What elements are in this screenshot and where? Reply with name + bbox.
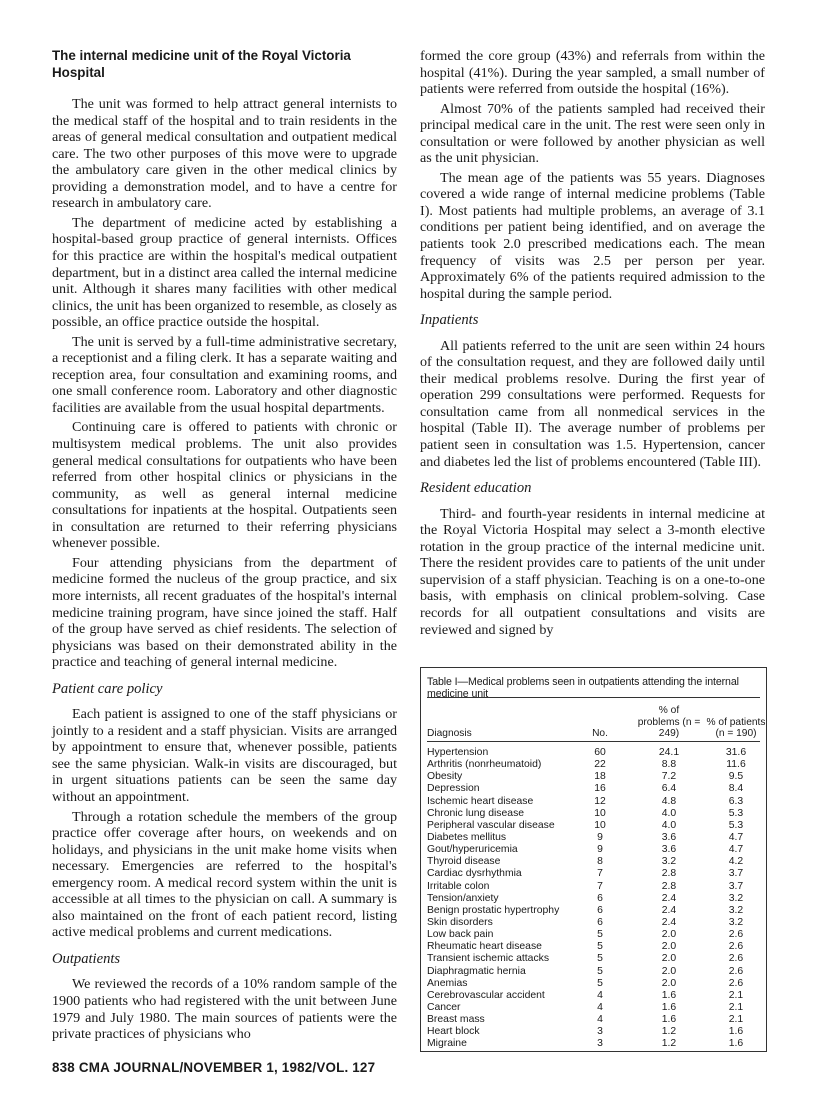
right-paragraphs-1: [420, 48, 765, 302]
table-row: [427, 1038, 760, 1050]
cell-diagnosis: Tension/anxiety: [427, 892, 499, 904]
cell-number: 4: [597, 989, 603, 1001]
cell-percent-patients: 11.6: [726, 759, 746, 771]
cell-diagnosis: Low back pain: [427, 929, 494, 941]
header-number: No.: [592, 727, 608, 739]
cell-diagnosis: Hypertension: [427, 747, 489, 758]
cell-percent-patients: 6.3: [728, 795, 744, 807]
cell-diagnosis: Chronic lung disease: [427, 807, 525, 819]
cell-number: 6: [597, 904, 603, 916]
cell-percent-problems: 2.4: [661, 916, 677, 928]
paragraph: The unit is served by a full-time administrative secretary, a receptionist and a filing clerk. It has a separate waiting and reception area, four consultation and examining rooms, and one small conference room. Laboratory and other diagnostic facilities are available from the usual hospital departments.: [52, 333, 397, 416]
subheading-patient-care-policy: Patient care policy: [52, 680, 163, 697]
cell-diagnosis: Arthritis (nonrheumatoid): [427, 759, 542, 771]
cell-number: 6: [597, 892, 603, 904]
table-row: [427, 783, 760, 795]
cell-percent-problems: 3.2: [661, 856, 677, 868]
table-row: [427, 881, 760, 893]
cell-number: 12: [594, 795, 606, 807]
cell-diagnosis: Rheumatic heart disease: [427, 941, 542, 953]
cell-number: 3: [597, 1026, 603, 1038]
paragraph: formed the core group (43%) and referrals from within the hospital (41%). During the year sampled, a small number of patients were referred from outside the hospital (16%).: [420, 48, 765, 98]
cell-number: 8: [597, 856, 603, 868]
cell-number: 7: [597, 868, 603, 880]
cell-percent-problems: 2.8: [661, 880, 677, 892]
cell-number: 5: [597, 953, 603, 965]
paragraph: Almost 70% of the patients sampled had received their principal medical care in the unit. The rest were seen only in consultation or were followed by another physician as well as the unit physician.: [420, 100, 765, 167]
table-row: [427, 808, 760, 820]
cell-number: 5: [597, 941, 603, 953]
cell-percent-patients: 2.1: [728, 1014, 744, 1026]
left-column: [52, 48, 397, 1043]
paragraph: The mean age of the patients was 55 years. Diagnoses covered a wide range of internal medicine problems (Table I). Most patients had multiple problems, an average of 3.1 conditions per patient being identified, and on average the patients took 2.0 prescribed medications each. The mean frequency of visits was 2.5 per person per year. Approximately 6% of the patients required admission to the hospital during the sample period.: [420, 169, 765, 302]
table-title: Table I—Medical problems seen in outpatients attending the internal medicine unit: [427, 676, 739, 700]
table-row: [427, 856, 760, 868]
cell-number: 4: [597, 1014, 603, 1026]
table-header: [427, 703, 766, 739]
cell-number: 10: [594, 819, 606, 831]
paragraph: Through a rotation schedule the members of the group practice offer coverage after hours, on weekends and on holidays, and physicians in the unit make home visits when necessary. Emergencies are referred to the hospital's emergency room. A medical record system within the unit is accessible at all times to the physician on call. A summary is also maintained on the front of each patient record, listing active medical problems and current medications.: [52, 808, 397, 941]
cell-number: 9: [597, 831, 603, 843]
cell-percent-patients: 2.1: [728, 989, 744, 1001]
cell-number: 60: [594, 747, 606, 758]
cell-number: 10: [594, 807, 606, 819]
cell-percent-patients: 4.7: [728, 831, 744, 843]
cell-diagnosis: Diabetes mellitus: [427, 831, 507, 843]
cell-percent-problems: 1.2: [661, 1038, 677, 1050]
cell-diagnosis: Diaphragmatic hernia: [427, 965, 526, 977]
cell-percent-patients: 2.6: [728, 941, 744, 953]
right-column: [420, 48, 765, 638]
table-row: [427, 844, 760, 856]
cell-percent-problems: 1.6: [661, 1001, 677, 1013]
left-paragraphs-1: [52, 96, 397, 671]
cell-percent-problems: 2.0: [661, 929, 677, 941]
cell-number: 5: [597, 977, 603, 989]
cell-percent-patients: 4.7: [728, 844, 744, 856]
cell-percent-problems: 2.0: [661, 953, 677, 965]
cell-percent-patients: 3.2: [728, 892, 744, 904]
cell-number: 7: [597, 880, 603, 892]
cell-number: 9: [597, 844, 603, 856]
table-1: [420, 667, 767, 1052]
table-row: [427, 953, 760, 965]
table-row: [427, 941, 760, 953]
table-row: [427, 796, 760, 808]
left-paragraphs-3: [52, 976, 397, 1042]
cell-diagnosis: Breast mass: [427, 1014, 485, 1026]
cell-number: 5: [597, 965, 603, 977]
table-row: [427, 929, 760, 941]
cell-percent-patients: 3.2: [728, 904, 744, 916]
cell-number: 22: [594, 759, 606, 771]
cell-percent-problems: 2.8: [661, 868, 677, 880]
cell-number: 5: [597, 929, 603, 941]
cell-diagnosis: Cancer: [427, 1001, 461, 1013]
header-percent-problems: % of problems (n = 249): [637, 705, 701, 739]
cell-percent-patients: 4.2: [728, 856, 744, 868]
table-row: [427, 893, 760, 905]
page-footer: 838 CMA JOURNAL/NOVEMBER 1, 1982/VOL. 127: [52, 1060, 376, 1075]
cell-number: 18: [594, 771, 606, 783]
cell-number: 6: [597, 916, 603, 928]
cell-diagnosis: Migraine: [427, 1038, 467, 1050]
cell-percent-problems: 4.0: [661, 819, 677, 831]
cell-diagnosis: Heart block: [427, 1026, 480, 1038]
subheading-resident-education: Resident education: [420, 480, 532, 497]
cell-percent-problems: 2.0: [661, 941, 677, 953]
cell-percent-patients: 1.6: [728, 1038, 744, 1050]
right-paragraphs-3: [420, 506, 765, 638]
cell-diagnosis: Obesity: [427, 771, 463, 783]
table-row: [427, 905, 760, 917]
cell-diagnosis: Gout/hyperuricemia: [427, 844, 518, 856]
cell-diagnosis: Irritable colon: [427, 880, 490, 892]
cell-diagnosis: Skin disorders: [427, 916, 493, 928]
table-row: [427, 820, 760, 832]
table-row: [427, 1002, 760, 1014]
table-rule-header: [427, 741, 760, 742]
paragraph: Continuing care is offered to patients with chronic or multisystem medical problems. The unit also provides general medical consultations for outpatients who have been referred from other hospital clinics or physicians in the community, as well as general internal medicine consultations for inpatients at the hospital. Outpatients seen in consultation are returned to their referring physicians whenever possible.: [52, 419, 397, 552]
cell-percent-patients: 9.5: [728, 771, 744, 783]
table-row: [427, 990, 760, 1002]
cell-percent-patients: 3.2: [728, 916, 744, 928]
cell-diagnosis: Cerebrovascular accident: [427, 989, 545, 1001]
cell-percent-problems: 8.8: [661, 759, 677, 771]
cell-percent-patients: 31.6: [725, 747, 747, 758]
table-row: [427, 771, 760, 783]
table-row: [427, 966, 760, 978]
cell-percent-patients: 2.6: [728, 953, 744, 965]
cell-percent-patients: 2.6: [728, 965, 744, 977]
table-row: [427, 1026, 760, 1038]
header-percent-patients: % of patients (n = 190): [706, 716, 766, 739]
cell-percent-patients: 3.7: [728, 880, 744, 892]
cell-percent-problems: 3.6: [661, 831, 677, 843]
cell-percent-problems: 3.6: [661, 844, 677, 856]
cell-percent-problems: 4.0: [661, 807, 677, 819]
paragraph: We reviewed the records of a 10% random sample of the 1900 patients who had registered with the unit between June 1979 and July 1980. The main sources of patients were the private practices of physicians who: [52, 976, 397, 1043]
right-paragraphs-2: [420, 338, 765, 470]
cell-percent-problems: 1.6: [661, 1014, 677, 1026]
table-row: [427, 759, 760, 771]
cell-percent-problems: 4.8: [661, 795, 677, 807]
table-rule-top: [427, 697, 760, 698]
section-heading: The internal medicine unit of the Royal Victoria Hospital: [52, 48, 351, 80]
cell-percent-problems: 2.4: [661, 892, 677, 904]
cell-percent-patients: 1.6: [728, 1026, 744, 1038]
paragraph: Each patient is assigned to one of the staff physicians or jointly to a resident and a staff physician. Visits are arranged by appointment to ensure that, whenever possible, patients see the same physician. Walk-in visits are discouraged, but in urgent situations patients can be seen the same day without an appointment.: [52, 706, 397, 805]
cell-diagnosis: Benign prostatic hypertrophy: [427, 904, 560, 916]
table-row: [427, 978, 760, 990]
table-row: [427, 832, 760, 844]
cell-diagnosis: Peripheral vascular disease: [427, 819, 555, 831]
paragraph: All patients referred to the unit are seen within 24 hours of the consultation request, and they are followed daily until their medical problems resolve. During the first year of operation 299 consultations were performed. Requests for consultation came from all nonmedical services in the hospital (Table II). The average number of problems per patient seen in consultation was 1.5. Hypertension, cancer and diabetes led the list of problems encountered (Table III).: [420, 337, 765, 470]
table-row: [427, 868, 760, 880]
cell-percent-problems: 2.4: [661, 904, 677, 916]
cell-percent-problems: 24.1: [658, 747, 680, 758]
subheading-outpatients: Outpatients: [52, 950, 121, 967]
header-diagnosis: Diagnosis: [427, 727, 472, 739]
paragraph: The department of medicine acted by establishing a hospital-based group practice of general internists. Offices for this practice are within the hospital's medical outpatient department, but in a distinct area called the internal medicine unit. Although it shares many facilities with other medical clinics, the unit has been organized to resemble, as closely as possible, an office practice outside the hospital.: [52, 214, 397, 331]
cell-percent-patients: 2.1: [728, 1001, 744, 1013]
cell-percent-problems: 2.0: [661, 977, 677, 989]
table-body: [427, 747, 760, 1051]
cell-percent-problems: 7.2: [661, 771, 677, 783]
cell-diagnosis: Ischemic heart disease: [427, 795, 534, 807]
cell-percent-problems: 6.4: [661, 783, 677, 795]
cell-number: 3: [597, 1038, 603, 1050]
cell-percent-patients: 5.3: [728, 807, 744, 819]
cell-diagnosis: Thyroid disease: [427, 856, 501, 868]
cell-diagnosis: Cardiac dysrhythmia: [427, 868, 522, 880]
paragraph: Third- and fourth-year residents in internal medicine at the Royal Victoria Hospital may select a 3-month elective rotation in the group practice of the internal medicine unit. There the resident provides care to patients of the unit under supervision of a staff physician. Teaching is on a one-to-one basis, with emphasis on clinical problem-solving. Case records for all outpatient consultations and visits are reviewed and signed by: [420, 505, 765, 638]
cell-percent-patients: 3.7: [728, 868, 744, 880]
paragraph: The unit was formed to help attract general internists to the medical staff of the hospital and to train residents in the areas of general medical consultation and outpatient medical care. The two other purposes of this move were to upgrade the ambulatory care given in the other medical clinics by providing a demonstration model, and to have a centre for research in ambulatory care.: [52, 96, 397, 212]
cell-diagnosis: Depression: [427, 783, 480, 795]
cell-percent-patients: 2.6: [728, 929, 744, 941]
cell-percent-patients: 2.6: [728, 977, 744, 989]
cell-percent-patients: 5.3: [728, 819, 744, 831]
cell-number: 16: [594, 783, 606, 795]
cell-percent-problems: 1.2: [661, 1026, 677, 1038]
left-paragraphs-2: [52, 706, 397, 941]
cell-percent-problems: 1.6: [661, 989, 677, 1001]
cell-diagnosis: Transient ischemic attacks: [427, 953, 550, 965]
cell-number: 4: [597, 1001, 603, 1013]
paragraph: Four attending physicians from the department of medicine formed the nucleus of the group practice, and six more internists, all recent graduates of the hospital's internal medicine training program, have since joined the staff. Half of the group have served as chief residents. The selection of physicians was based on their demonstrated ability in the practice and teaching of general internal medicine.: [52, 554, 397, 671]
cell-diagnosis: Anemias: [427, 977, 468, 989]
table-row: [427, 747, 760, 759]
table-row: [427, 1014, 760, 1026]
subheading-inpatients: Inpatients: [420, 312, 479, 329]
table-row: [427, 917, 760, 929]
cell-percent-patients: 8.4: [728, 783, 744, 795]
cell-percent-problems: 2.0: [661, 965, 677, 977]
